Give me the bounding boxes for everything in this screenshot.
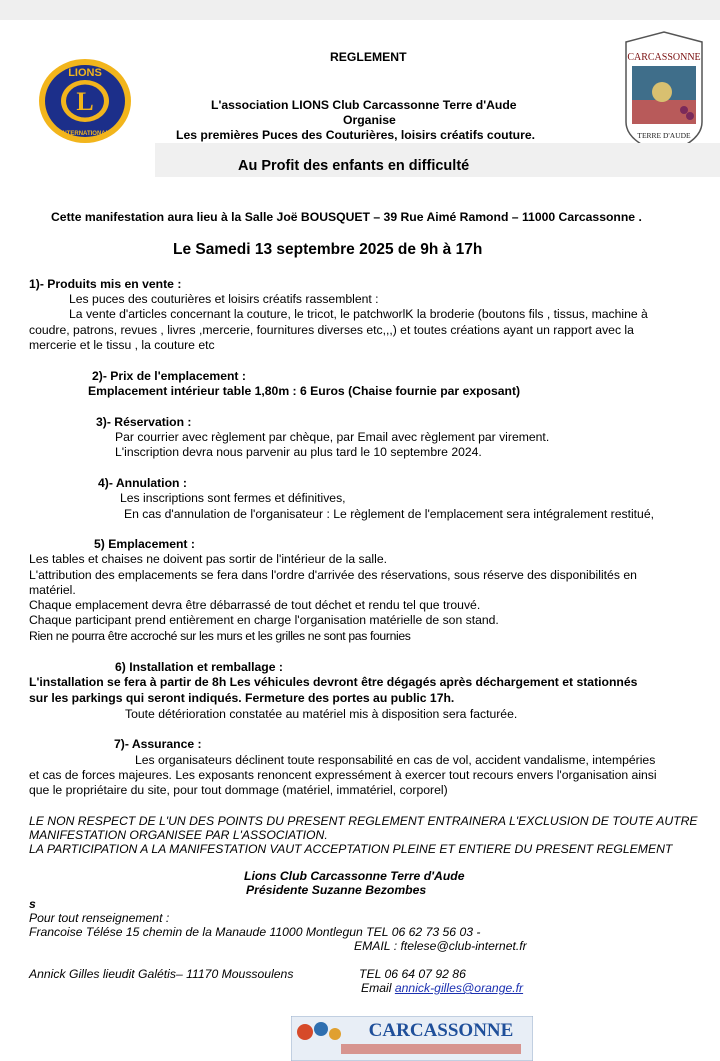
- notice-line: MANIFESTATION ORGANISEE PAR L'ASSOCIATION.: [29, 828, 328, 842]
- contact2-email-link[interactable]: annick-gilles@orange.fr: [394, 981, 524, 995]
- section4-line: En cas d'annulation de l'organisateur : Le règlement de l'emplacement sera intégralement restitué,: [124, 507, 654, 521]
- section5-line: Chaque emplacement devra être débarrassé de tout déchet et rendu tel que trouvé.: [29, 598, 481, 612]
- badge-bottom-text: TERRE D'AUDE: [637, 131, 691, 140]
- section6-line: L'installation se fera à partir de 8h Les véhicules devront être dégagés après déchargement et stationnés: [29, 675, 638, 689]
- organizer-line: L'association LIONS Club Carcassonne Terre d'Aude: [211, 98, 517, 112]
- contact2-email-label: Email: [361, 981, 392, 995]
- section7-heading: 7)- Assurance :: [114, 737, 202, 751]
- lions-club-logo: [38, 58, 132, 144]
- organise-line: Organise: [343, 113, 396, 127]
- lions-text-top: LIONS: [68, 67, 102, 79]
- section5-line: Les tables et chaises ne doivent pas sortir de l'intérieur de la salle.: [29, 552, 387, 566]
- section6-heading: 6) Installation et remballage :: [115, 660, 283, 674]
- lions-text-bottom: INTERNATIONAL: [60, 131, 110, 137]
- section3-line: L'inscription devra nous parvenir au plus tard le 10 septembre 2024.: [115, 445, 482, 459]
- page-title: REGLEMENT: [330, 50, 407, 64]
- section1-line: La vente d'articles concernant la couture, le tricot, le patchworlK la broderie (boutons fils , tissus, machine à: [69, 307, 648, 321]
- lions-letter: L: [76, 87, 94, 116]
- signature-s: s: [29, 897, 36, 911]
- section5-line: Rien ne pourra être accroché sur les murs et les grilles ne sont pas fournies: [29, 629, 411, 643]
- section1-line: mercerie et le tissu , la couture etc: [29, 338, 215, 352]
- benefit-line: Au Profit des enfants en difficulté: [238, 158, 470, 174]
- section5-line: matériel.: [29, 583, 76, 597]
- event-name: Les premières Puces des Couturières, loisirs créatifs couture.: [176, 128, 536, 142]
- contact2-email-row: [361, 981, 523, 996]
- contact2-line: Annick Gilles lieudit Galétis– 11170 Moussoulens: [29, 967, 294, 981]
- carcassonne-terre-daude-badge: [622, 30, 706, 156]
- section7-line: que le propriétaire du site, pour tout dommage (matériel, immatériel, corporel): [29, 783, 448, 797]
- section1-line: Les puces des couturières et loisirs créatifs rassemblent :: [69, 292, 379, 306]
- carcassonne-banner-logo: [291, 1016, 533, 1061]
- section1-line: coudre, patrons, revues , livres ,mercerie, fournitures diverses etc,,,) et toutes créations ayant un rapport avec la: [29, 323, 634, 337]
- banner-text: CARCASSONNE: [368, 1020, 514, 1041]
- section2-heading: 2)- Prix de l'emplacement :: [92, 369, 246, 383]
- contact1-line: Francoise Télése 15 chemin de la Manaude 11000 Montlegun TEL 06 62 73 56 03 -: [29, 925, 481, 939]
- notice-line: LA PARTICIPATION A LA MANIFESTATION VAUT ACCEPTATION PLEINE ET ENTIERE DU PRESENT REGLEMENT: [29, 842, 673, 856]
- section6-line: Toute détérioration constatée au matériel mis à disposition sera facturée.: [125, 707, 518, 721]
- section5-line: Chaque participant prend entièrement en charge l'organisation matérielle de son stand.: [29, 613, 499, 627]
- signature-club: Lions Club Carcassonne Terre d'Aude: [244, 869, 465, 883]
- top-margin-band: [0, 0, 720, 20]
- section3-heading: 3)- Réservation :: [96, 415, 192, 429]
- section4-heading: 4)- Annulation :: [98, 476, 187, 490]
- location-line: Cette manifestation aura lieu à la Salle Joë BOUSQUET – 39 Rue Aimé Ramond – 11000 Carcassonne .: [51, 210, 642, 224]
- section6-line: sur les parkings qui seront indiqués. Fermeture des portes au public 17h.: [29, 691, 455, 705]
- section5-line: L'attribution des emplacements se fera dans l'ordre d'arrivée des réservations, sous réserve des disponibilités en: [29, 568, 637, 582]
- section3-line: Par courrier avec règlement par chèque, par Email avec règlement par virement.: [115, 430, 550, 444]
- section1-heading: 1)- Produits mis en vente :: [29, 277, 182, 291]
- contact1-email: EMAIL : ftelese@club-internet.fr: [354, 939, 527, 953]
- section2-line: Emplacement intérieur table 1,80m : 6 Euros (Chaise fournie par exposant): [88, 384, 521, 398]
- contact2-tel: TEL 06 64 07 92 86: [359, 967, 466, 981]
- section4-line: Les inscriptions sont fermes et définitives,: [120, 491, 346, 505]
- notice-line: LE NON RESPECT DE L'UN DES POINTS DU PRESENT REGLEMENT ENTRAINERA L'EXCLUSION DE TOUTE AUTRE: [29, 814, 698, 828]
- section7-line: Les organisateurs déclinent toute responsabilité en cas de vol, accident vandalisme, intempéries: [135, 753, 656, 767]
- section5-heading: 5) Emplacement :: [94, 537, 195, 551]
- section7-line: et cas de forces majeures. Les exposants renoncent expressément à exercer tout recours envers l'organisation ainsi: [29, 768, 657, 782]
- event-date: Le Samedi 13 septembre 2025 de 9h à 17h: [173, 241, 483, 258]
- signature-president: Présidente Suzanne Bezombes: [246, 883, 427, 897]
- contact-intro: Pour tout renseignement :: [29, 911, 170, 925]
- badge-top-text: CARCASSONNE: [627, 52, 701, 63]
